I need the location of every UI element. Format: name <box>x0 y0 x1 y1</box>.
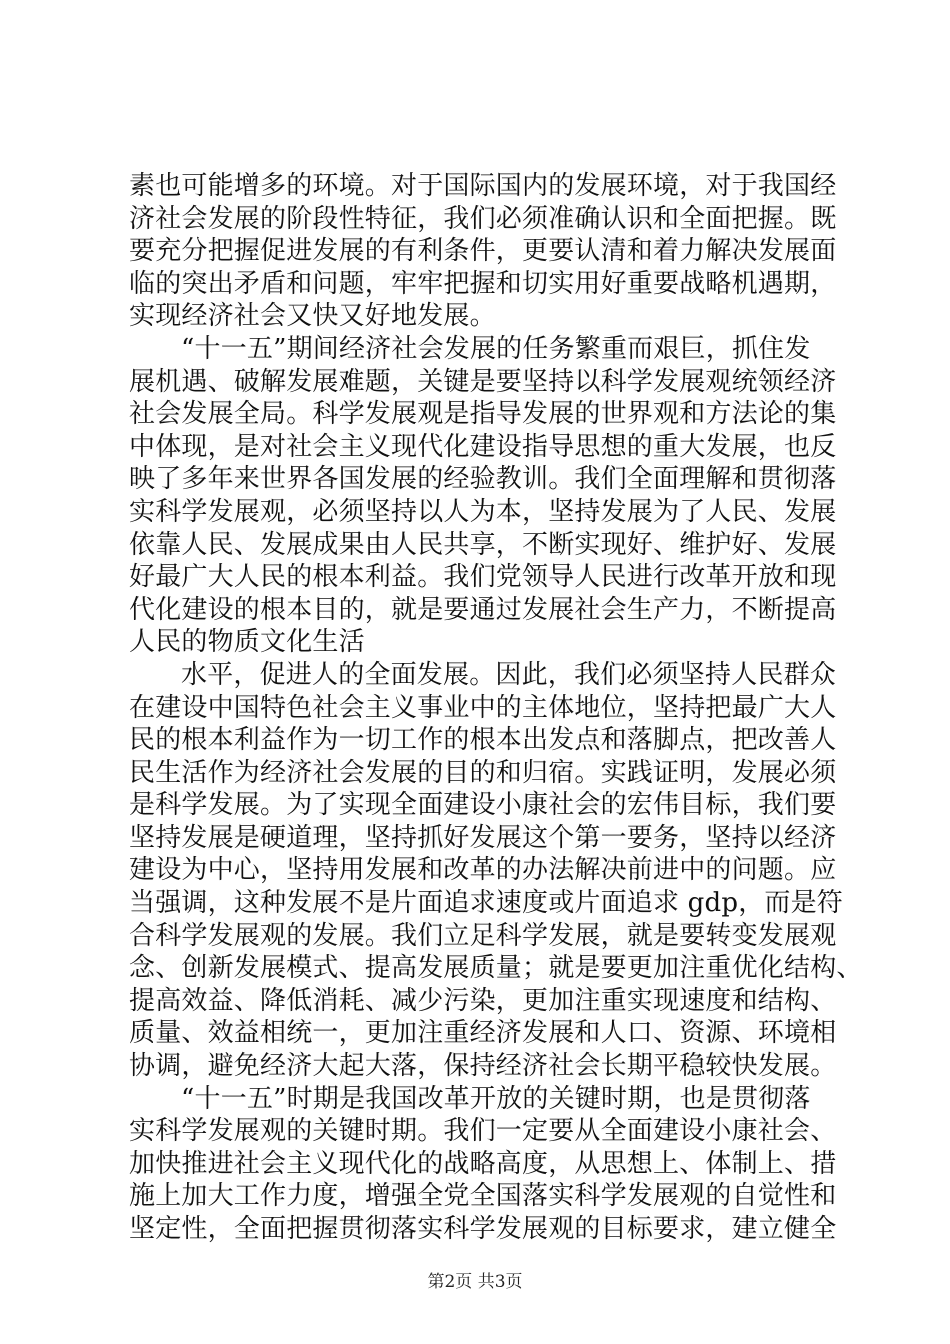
text-line: 加快推进社会主义现代化的战略高度，从思想上、体制上、措 <box>129 1148 837 1179</box>
text-line: 协调，避免经济大起大落，保持经济社会长期平稳较快发展。 <box>129 1051 837 1082</box>
text-line: 社会发展全局。科学发展观是指导发展的世界观和方法论的集 <box>129 399 837 430</box>
text-line: 素也可能增多的环境。对于国际国内的发展环境，对于我国经 <box>129 171 837 201</box>
text-line: 中体现，是对社会主义现代化建设指导思想的重大发展，也反 <box>129 431 837 462</box>
page-footer: 第2页 共3页 <box>427 1272 523 1292</box>
text-line: 合科学发展观的发展。我们立足科学发展，就是要转变发展观 <box>129 920 837 951</box>
text-line: 代化建设的根本目的，就是要通过发展社会生产力，不断提高 <box>129 594 837 625</box>
text-line: 民生活作为经济社会发展的目的和归宿。实践证明，发展必须 <box>129 757 837 788</box>
text-line: 临的突出矛盾和问题，牢牢把握和切实用好重要战略机遇期， <box>129 268 837 299</box>
text-line: 念、创新发展模式、提高发展质量；就是要更加注重优化结构、 <box>129 953 863 984</box>
text-line: 建设为中心，坚持用发展和改革的办法解决前进中的问题。应 <box>129 855 837 886</box>
text-line: “十一五”时期是我国改革开放的关键时期，也是贯彻落 <box>181 1083 811 1114</box>
text-line: 展机遇、破解发展难题，关键是要坚持以科学发展观统领经济 <box>129 366 837 397</box>
text-line: 要充分把握促进发展的有利条件，更要认清和着力解决发展面 <box>129 236 837 267</box>
document-body <box>129 170 863 1246</box>
text-line: 坚持发展是硬道理，坚持抓好发展这个第一要务，坚持以经济 <box>129 822 837 853</box>
text-line: 济社会发展的阶段性特征，我们必须准确认识和全面把握。既 <box>129 203 837 234</box>
text-line: 实科学发展观，必须坚持以人为本，坚持发展为了人民、发展 <box>129 496 837 527</box>
text-line: 好最广大人民的根本利益。我们党领导人民进行改革开放和现 <box>129 562 837 593</box>
text-line: 实现经济社会又快又好地发展。 <box>129 301 496 332</box>
text-line: 施上加大工作力度，增强全党全国落实科学发展观的自觉性和 <box>129 1181 837 1212</box>
text-line: 提高效益、降低消耗、减少污染，更加注重实现速度和结构、 <box>129 985 837 1016</box>
text-line: 质量、效益相统一，更加注重经济发展和人口、资源、环境相 <box>129 1018 837 1049</box>
text-line: 映了多年来世界各国发展的经验教训。我们全面理解和贯彻落 <box>129 464 837 495</box>
text-line: 坚定性，全面把握贯彻落实科学发展观的目标要求，建立健全 <box>129 1214 837 1244</box>
text-line: 在建设中国特色社会主义事业中的主体地位，坚持把最广大人 <box>129 692 837 723</box>
text-line: 人民的物质文化生活 <box>129 627 365 658</box>
text-line: “十一五”期间经济社会发展的任务繁重而艰巨，抓住发 <box>181 333 811 364</box>
text-line: 依靠人民、发展成果由人民共享，不断实现好、维护好、发展 <box>129 529 837 560</box>
text-line: 民的根本利益作为一切工作的根本出发点和落脚点，把改善人 <box>129 725 837 756</box>
text-line: 水平，促进人的全面发展。因此，我们必须坚持人民群众 <box>181 659 837 690</box>
text-line: 实科学发展观的关键时期。我们一定要从全面建设小康社会、 <box>129 1116 837 1147</box>
text-line: 当强调，这种发展不是片面追求速度或片面追求 gdp，而是符 <box>129 888 843 919</box>
text-line: 是科学发展。为了实现全面建设小康社会的宏伟目标，我们要 <box>129 790 837 821</box>
